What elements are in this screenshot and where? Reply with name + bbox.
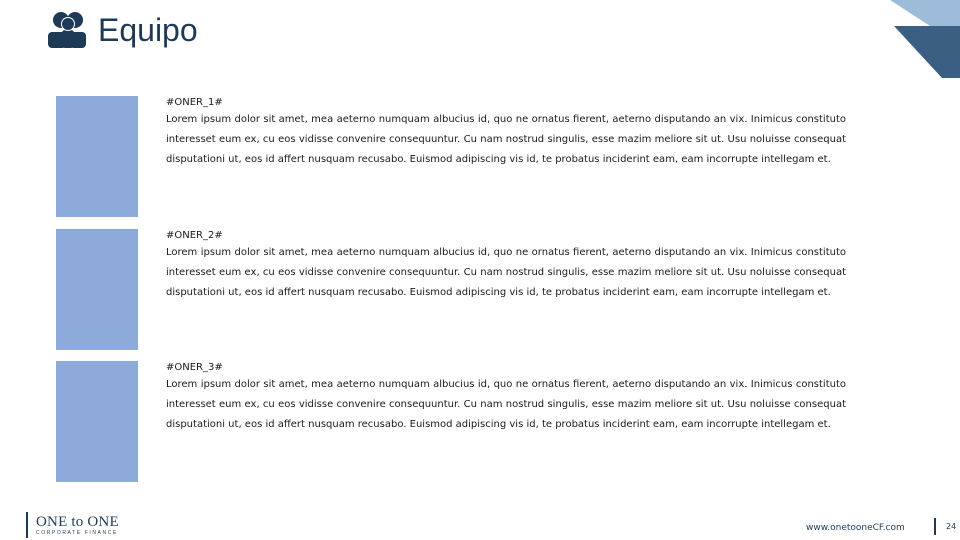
member-description: Lorem ipsum dolor sit amet, mea aeterno numquam albucius id, quo ne ornatus fierent, aeterno disputando an vix. Inimicus constituto interesset eum ex, cu eos vidisse convenire consequuntur. Cu nam nostrud singulis, esse mazim meliore sit ut. Usu noluisse consequat disputationi ut, eos id affert nusquam recusabo. Euismod adipiscing vis id, te probatus inciderint eam, eam incorrupte intellegam et. bbox=[166, 247, 846, 298]
member-photo-placeholder bbox=[56, 361, 138, 482]
member-name: #ONER_2# bbox=[166, 230, 223, 241]
member-photo-placeholder bbox=[56, 96, 138, 217]
page-number: 24 bbox=[946, 522, 957, 531]
member-photo-placeholder bbox=[56, 229, 138, 350]
team-people-icon bbox=[44, 10, 90, 50]
logo-sub-text: CORPORATE FINANCE bbox=[36, 530, 118, 536]
company-logo bbox=[26, 512, 119, 538]
website-link[interactable]: www.onetooneCF.com bbox=[806, 523, 905, 533]
member-name: #ONER_3# bbox=[166, 362, 223, 373]
member-description: Lorem ipsum dolor sit amet, mea aeterno numquam albucius id, quo ne ornatus fierent, aeterno disputando an vix. Inimicus constituto interesset eum ex, cu eos vidisse convenire consequuntur. Cu nam nostrud singulis, esse mazim meliore sit ut. Usu noluisse consequat disputationi ut, eos id affert nusquam recusabo. Euismod adipiscing vis id, te probatus inciderint eam, eam incorrupte intellegam et. bbox=[166, 379, 846, 430]
corner-decoration bbox=[860, 0, 960, 80]
member-description: Lorem ipsum dolor sit amet, mea aeterno numquam albucius id, quo ne ornatus fierent, aeterno disputando an vix. Inimicus constituto interesset eum ex, cu eos vidisse convenire consequuntur. Cu nam nostrud singulis, esse mazim meliore sit ut. Usu noluisse consequat disputationi ut, eos id affert nusquam recusabo. Euismod adipiscing vis id, te probatus inciderint eam, eam incorrupte intellegam et. bbox=[166, 114, 846, 165]
member-name: #ONER_1# bbox=[166, 97, 223, 108]
logo-divider bbox=[26, 512, 28, 538]
footer-divider bbox=[934, 518, 936, 535]
logo-main-text: ONE to ONE bbox=[36, 514, 119, 530]
slide-title bbox=[44, 10, 198, 50]
page-title: Equipo bbox=[98, 12, 198, 48]
